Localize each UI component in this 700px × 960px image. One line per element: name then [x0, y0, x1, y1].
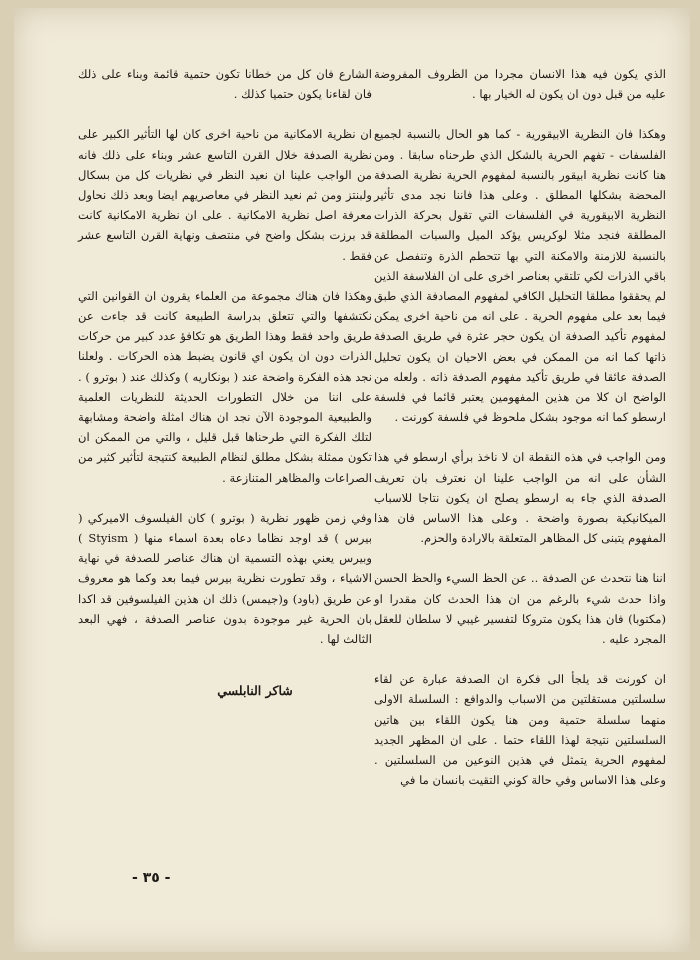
page-number: - ٣٥ -	[132, 870, 171, 886]
author-signature: شاكر النابلسي	[217, 683, 293, 699]
paragraph: وهكذا فان هناك مجموعة من العلماء يقرون ان القوانين التي نكتشفها والتي تتعلق بدراسة الطبيعة كانت قد جاءت عن طريق واحد فقط وهذا الطريق هو تكافؤ عدد كبير من حركات الذرات دون ان يكون اي قانون يضبط هذه الحركات . ولعلنا نجد هذه الفكرة واضحة عند ( بونكاريه ) وكذلك عند ( بوترو ) . على اننا من خلال التطورات الحديثة للنظريات العلمية والطبيعية الموجودة الآن نجد ان هناك امثلة واضحة ومشابهة لتلك الفكرة التي طرحناها قبل قليل ، والتي من الممكن ان تكون ممثلة بشكل مطلق لنظام الطبيعة كنتيجة لتأثير كثير من الصراعات والمظاهر المتنازعة .	[78, 288, 372, 485]
paragraph: اننا هنا نتحدث عن الصدفة .. عن الحظ السيء والحظ الحسن واذا حدث شيء بالرغم من ان هذا الحدث كان مقدرا او (مكتوبا) فان هذا يكون متروكا لتفسير غيبي لا سلطان للعقل المجرد عليه .	[374, 571, 666, 647]
paragraph: ان نظرية الامكانية من ناحية اخرى كان لها التأثير الكبير على نظرية الصدفة خلال القرن التاسع عشر وبناء على ذلك فانه من الواجب علينا ان نعيد النظر في نظريات كل من بسكال ولبنتز ومن ثم نعيد النظر في معاصريهم ايضا وبعد ذلك نحاول معرفة اصل نظرية الامكانية . على ان نظرية الامكانية كانت قد برزت بشكل واضح في منتصف ونهاية القرن التاسع عشر فقط .	[78, 127, 372, 263]
paragraph: الشارع فان كل من خطانا تكون حتمية قائمة وبناء على ذلك فان لقاءنا يكون حتميا كذلك .	[78, 67, 372, 102]
right-column	[374, 64, 666, 811]
paragraph: ان كورنت قد يلجأ الى فكرة ان الصدفة عبارة عن لقاء سلسلتين مستقلتين من الاسباب والدوافع : السلسلة الاولى منهما سلسلة حتمية ومن هنا يكون اللقاء بين هاتين السلسلتين نتيجة لهذا اللقاء حتما . على ان المظهر الجديد لمفهوم الحرية يتمثل في هذين النوعين من السلسلتين . وعلى هذا الاساس وفي حالة كوني التقيت بانسان ما في	[374, 672, 666, 788]
journal-page	[14, 8, 690, 952]
paragraph: الذي يكون فيه هذا الانسان مجردا من الظروف المفروضة عليه من قبل دون ان يكون له الخيار بها .	[374, 67, 666, 102]
paragraph: وفي زمن ظهور نظرية ( بوترو ) كان الفيلسوف الاميركي ( بيرس ) قد اوجد نظاما دعاه بعدة اسماء منها ( Styism ) وبيرس يعني بهذه التسمية ان هناك عناصر للصدفة في نهاية الاشياء ، وقد تطورت نظرية بيرس فيما بعد وكما هو معروف عن طريق (باود) و(جيمس) ذلك ان هذين الفيلسوفين قد اكدا بان الحرية غير موجودة بدون عناصر الصدفة ، فهي البعد الثالث لها .	[78, 510, 372, 647]
paragraph: وهكذا فان النظرية الابيقورية - كما هو الحال بالنسبة لجميع الفلسفات - تفهم الحرية بالشكل الذي طرحناه سابقا . ومن هنا كانت نظرية ابيقور بالنسبة لمفهوم الحرية نظرية الصدفة المحضة بشكلها المطلق . وعلى هذا فاننا نجد مدى تأثير النظرية الابيقورية في الفلسفات التي تقول بحركة الذرات المطلقة فنجد مثلا لوكريس يؤكد الميل والسبات المطلقة بالنسبة للازمنة والامكنة التي بها تتحطم الذرة وتنفصل عن باقي الذرات لكي تلتقي بعناصر اخرى على ان الفلاسفة الذين لم يحققوا مطلقا التحليل الكافي لمفهوم المصادفة الذي طبق فيما بعد على مفهوم الحرية . على انه من ناحية اخرى يمكن لمفهوم تأكيد الصدفة ان يكون حجر عثرة في طريق الصدفة ذاتها كما انه من الممكن في بعض الاحيان ان يكون تحليل الصدفة عائقا في طريق تأكيد مفهوم الصدفة ذاته . ولعله من الواضح ان كلا من هذين المفهومين يعتبر قائما في فلسفة ارسطو كما انه موجود بشكل ملحوظ في فلسفة كورنت .	[374, 127, 666, 425]
left-column	[78, 64, 372, 701]
paragraph: ومن الواجب في هذه النقطة ان لا ناخذ برأي ارسطو في هذا الشأن على انه من الواجب علينا ان نعترف بان تعريف الصدفة الذي جاء به ارسطو يصلح ان يكون نتاجا للاسباب الميكانيكية بصورة واضحة . وعلى هذا الاساس فان هذا المفهوم يتبنى كل المظاهر المتعلقة بالارادة والحزم.	[374, 450, 666, 546]
